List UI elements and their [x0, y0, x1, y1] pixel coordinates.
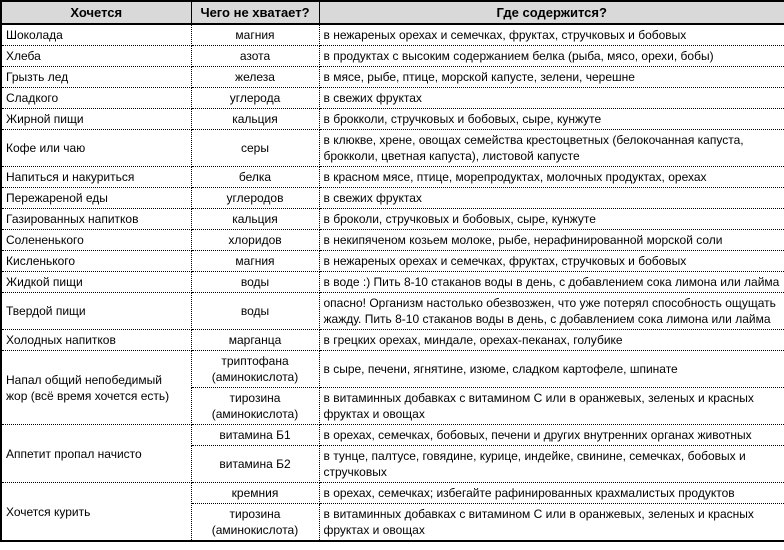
source-cell: в сыре, печени, ягнятине, изюме, сладком картофеле, шпинате — [319, 351, 784, 388]
craving-cell: Жирной пищи — [1, 109, 191, 130]
table-row — [1, 230, 784, 251]
source-cell: в воде :) Пить 8-10 стаканов воды в день, с добавлением сока лимона или лайма — [319, 272, 784, 293]
table-row — [1, 293, 784, 330]
table-row — [1, 272, 784, 293]
craving-cell: Жидкой пищи — [1, 272, 191, 293]
table-row — [1, 483, 784, 504]
header-craving: Хочется — [1, 1, 191, 24]
source-cell: опасно! Организм настолько обезвозжен, что уже потерял способность ощущать жажду. Пить 8-10 стаканов воды в день, с добавлением сока лимона или лайма — [319, 293, 784, 330]
table-row — [1, 46, 784, 67]
craving-cell: Напал общий непобедимый жор (всё время хочется есть) — [1, 351, 191, 425]
lack-cell: кальция — [191, 109, 319, 130]
source-cell: в свежих фруктах — [319, 88, 784, 109]
craving-cell: Хочется курить — [1, 483, 191, 542]
lack-cell: магния — [191, 24, 319, 46]
table-row — [1, 167, 784, 188]
lack-cell: белка — [191, 167, 319, 188]
table-row — [1, 24, 784, 46]
header-source: Где содержится? — [319, 1, 784, 24]
table-row — [1, 188, 784, 209]
craving-cell: Сладкого — [1, 88, 191, 109]
table-row — [1, 351, 784, 388]
craving-cell: Грызть лед — [1, 67, 191, 88]
craving-cell: Твердой пищи — [1, 293, 191, 330]
source-cell: в нежареных орехах и семечках, фруктах, стручковых и бобовых — [319, 251, 784, 272]
lack-cell: углерода — [191, 88, 319, 109]
lack-cell: триптофана (аминокислота) — [191, 351, 319, 388]
lack-cell: воды — [191, 272, 319, 293]
source-cell: в мясе, рыбе, птице, морской капусте, зелени, черешне — [319, 67, 784, 88]
source-cell: в брокколи, стручковых и бобовых, сыре, кунжуте — [319, 109, 784, 130]
craving-cell: Кисленького — [1, 251, 191, 272]
table-body — [1, 24, 784, 541]
lack-cell: марганца — [191, 330, 319, 351]
craving-cell: Аппетит пропал начисто — [1, 425, 191, 483]
table-row — [1, 130, 784, 167]
source-cell: в орехах, семечках, бобовых, печени и других внутренних органах животных — [319, 425, 784, 446]
source-cell: в клюкве, хрене, овощах семейства крестоцветных (белокочанная капуста, брокколи, цветная капуста), листовой капусте — [319, 130, 784, 167]
source-cell: в красном мясе, птице, морепродуктах, молочных продуктах, орехах — [319, 167, 784, 188]
source-cell: в грецких орехах, миндале, орехах-пеканах, голубике — [319, 330, 784, 351]
craving-cell: Шоколада — [1, 24, 191, 46]
table-row — [1, 251, 784, 272]
craving-cell: Пережареной еды — [1, 188, 191, 209]
table-row — [1, 425, 784, 446]
lack-cell: углеродов — [191, 188, 319, 209]
lack-cell: тирозина (аминокислота) — [191, 504, 319, 542]
source-cell: в тунце, палтусе, говядине, курице, индейке, свинине, семечках, бобовых и стручковых — [319, 446, 784, 483]
source-cell: в витаминных добавках с витамином С или в оранжевых, зеленых и красных фруктах и овощах — [319, 504, 784, 542]
source-cell: в витаминных добавках с витамином С или в оранжевых, зеленых и красных фруктах и овощах — [319, 388, 784, 425]
lack-cell: витамина Б1 — [191, 425, 319, 446]
table-row — [1, 67, 784, 88]
craving-cell: Напиться и накуриться — [1, 167, 191, 188]
source-cell: в нежареных орехах и семечках, фруктах, стручковых и бобовых — [319, 24, 784, 46]
craving-cell: Солененького — [1, 230, 191, 251]
source-cell: в свежих фруктах — [319, 188, 784, 209]
lack-cell: хлоридов — [191, 230, 319, 251]
craving-cell: Холодных напитков — [1, 330, 191, 351]
header-lack: Чего не хватает? — [191, 1, 319, 24]
lack-cell: кремния — [191, 483, 319, 504]
table-row — [1, 109, 784, 130]
table-row — [1, 88, 784, 109]
source-cell: в орехах, семечках; избегайте рафинированных крахмалистых продуктов — [319, 483, 784, 504]
source-cell: в броколи, стручковых и бобовых, сыре, кунжуте — [319, 209, 784, 230]
craving-cell: Кофе или чаю — [1, 130, 191, 167]
table-row — [1, 330, 784, 351]
craving-cell: Газированных напитков — [1, 209, 191, 230]
lack-cell: воды — [191, 293, 319, 330]
source-cell: в продуктах с высоким содержанием белка (рыба, мясо, орехи, бобы) — [319, 46, 784, 67]
craving-cell: Хлеба — [1, 46, 191, 67]
table-row — [1, 209, 784, 230]
lack-cell: магния — [191, 251, 319, 272]
lack-cell: витамина Б2 — [191, 446, 319, 483]
lack-cell: серы — [191, 130, 319, 167]
lack-cell: железа — [191, 67, 319, 88]
lack-cell: тирозина (аминокислота) — [191, 388, 319, 425]
source-cell: в некипяченом козьем молоке, рыбе, нерафинированной морской соли — [319, 230, 784, 251]
table-header — [1, 1, 784, 24]
lack-cell: азота — [191, 46, 319, 67]
header-row — [1, 1, 784, 24]
lack-cell: кальция — [191, 209, 319, 230]
